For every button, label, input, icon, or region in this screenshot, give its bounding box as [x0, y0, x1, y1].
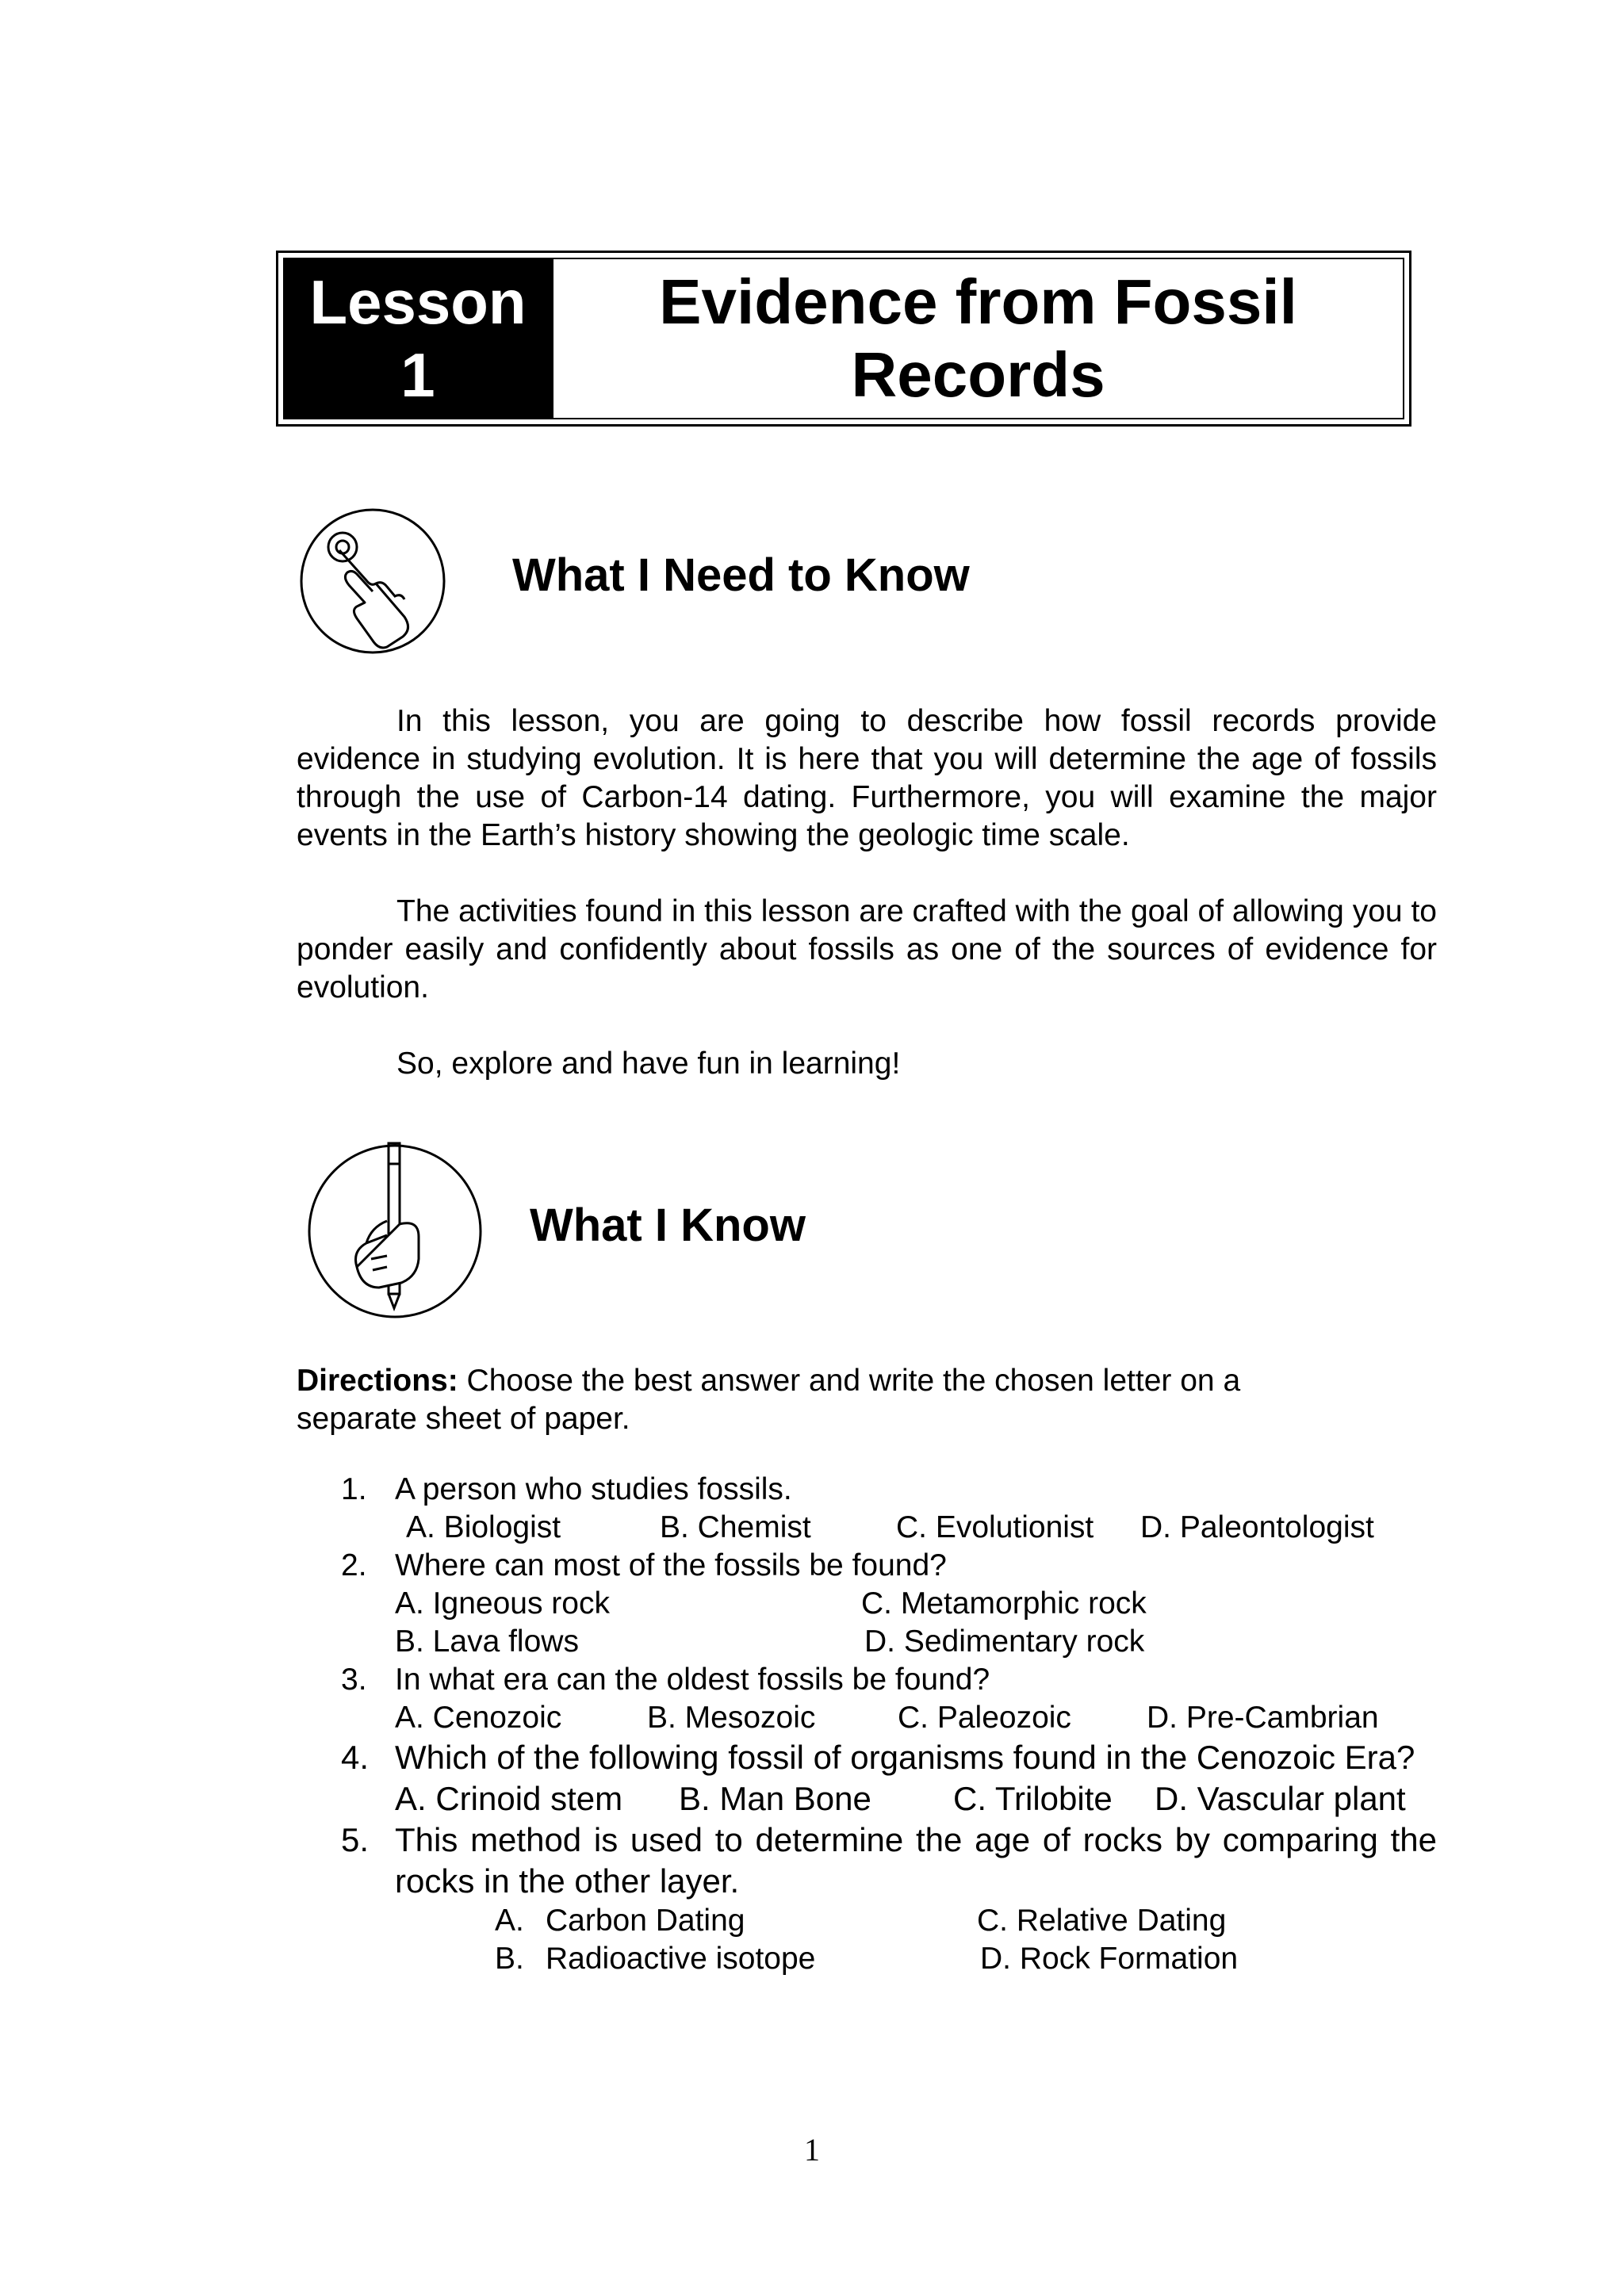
lesson-title-line-1: Evidence from Fossil: [659, 266, 1297, 337]
question-4-options: [341, 1778, 1437, 1820]
lesson-number: 1: [400, 340, 435, 410]
question-number: 3.: [341, 1663, 367, 1697]
hand-holding-pencil-icon: [300, 1132, 490, 1330]
option: D. Pre-Cambrian: [1147, 1701, 1379, 1735]
question-5-options-row-1: [341, 1902, 1437, 1940]
option: C. Trilobite: [953, 1780, 1113, 1817]
option: A. Cenozoic: [395, 1701, 562, 1735]
question-list: [341, 1471, 1437, 1978]
question-2-options-row-1: [341, 1585, 1437, 1623]
option: B. Lava flows: [395, 1624, 579, 1659]
option: B. Mesozoic: [647, 1701, 816, 1735]
question-text: Which of the following fossil of organisms found in the Cenozoic Era?: [395, 1739, 1415, 1776]
question-text: Where can most of the fossils be found?: [395, 1548, 947, 1582]
option: D. Vascular plant: [1155, 1780, 1406, 1817]
question-text: A person who studies fossils.: [395, 1472, 792, 1506]
question-4: [341, 1737, 1437, 1778]
option: Radioactive isotope: [546, 1942, 816, 1976]
pointing-hand-icon: [293, 498, 452, 664]
lesson-label: [285, 259, 551, 418]
directions-label: Directions:: [297, 1364, 458, 1398]
page-number: 1: [804, 2132, 820, 2168]
lesson-title: [551, 259, 1403, 418]
question-number: 5.: [341, 1821, 370, 1858]
lesson-header: [276, 251, 1411, 427]
option: Carbon Dating: [546, 1904, 745, 1938]
option: B. Man Bone: [679, 1780, 871, 1817]
question-2: [341, 1547, 1437, 1585]
option: A. Biologist: [406, 1510, 561, 1544]
question-number: 4.: [341, 1739, 370, 1776]
option-letter: B.: [495, 1942, 524, 1976]
intro-paragraph-2: The activities found in this lesson are crafted with the goal of allowing you to ponder easily and confidently about fossils as one of the sources of evidence for evolution.: [297, 894, 1437, 1004]
option-letter: A.: [495, 1904, 524, 1938]
option: C. Evolutionist: [896, 1510, 1094, 1544]
option: B. Chemist: [660, 1510, 811, 1544]
question-number: 2.: [341, 1548, 367, 1582]
question-1: [341, 1471, 1437, 1509]
question-5: [341, 1820, 1437, 1902]
question-number: 1.: [341, 1472, 367, 1506]
option: C. Relative Dating: [977, 1904, 1227, 1938]
question-3: [341, 1661, 1437, 1699]
directions: [297, 1362, 1327, 1438]
option: D. Rock Formation: [980, 1942, 1239, 1976]
lesson-header-inner: [283, 258, 1404, 419]
question-1-options: [341, 1509, 1437, 1547]
question-3-options: [341, 1699, 1437, 1737]
lesson-label-word: Lesson: [309, 267, 527, 337]
question-5-options-row-2: [341, 1940, 1437, 1978]
question-text: In what era can the oldest fossils be found?: [395, 1663, 990, 1697]
option: D. Sedimentary rock: [864, 1624, 1145, 1659]
option: D. Paleontologist: [1140, 1510, 1374, 1544]
intro-paragraph-1: In this lesson, you are going to describe how fossil records provide evidence in studying evolution. It is here that you will determine the age of fossils through the use of Carbon-14 dating. Furthermore, you will examine the major events in the Earth’s history showing the geologic time scale.: [297, 704, 1437, 852]
intro-paragraph-3: So, explore and have fun in learning!: [396, 1047, 901, 1081]
option: A. Igneous rock: [395, 1586, 610, 1621]
lesson-title-line-2: Records: [851, 339, 1105, 410]
question-text: This method is used to determine the age of rocks by comparing the rocks in the other layer.: [395, 1821, 1437, 1900]
question-2-options-row-2: [341, 1623, 1437, 1661]
need-to-know-title: What I Need to Know: [512, 549, 970, 601]
what-i-know-title: What I Know: [530, 1200, 806, 1251]
option: C. Metamorphic rock: [861, 1586, 1147, 1621]
directions-text: Choose the best answer and write the chosen letter on a separate sheet of paper.: [297, 1364, 1241, 1436]
option: C. Paleozoic: [898, 1701, 1071, 1735]
option: A. Crinoid stem: [395, 1780, 623, 1817]
